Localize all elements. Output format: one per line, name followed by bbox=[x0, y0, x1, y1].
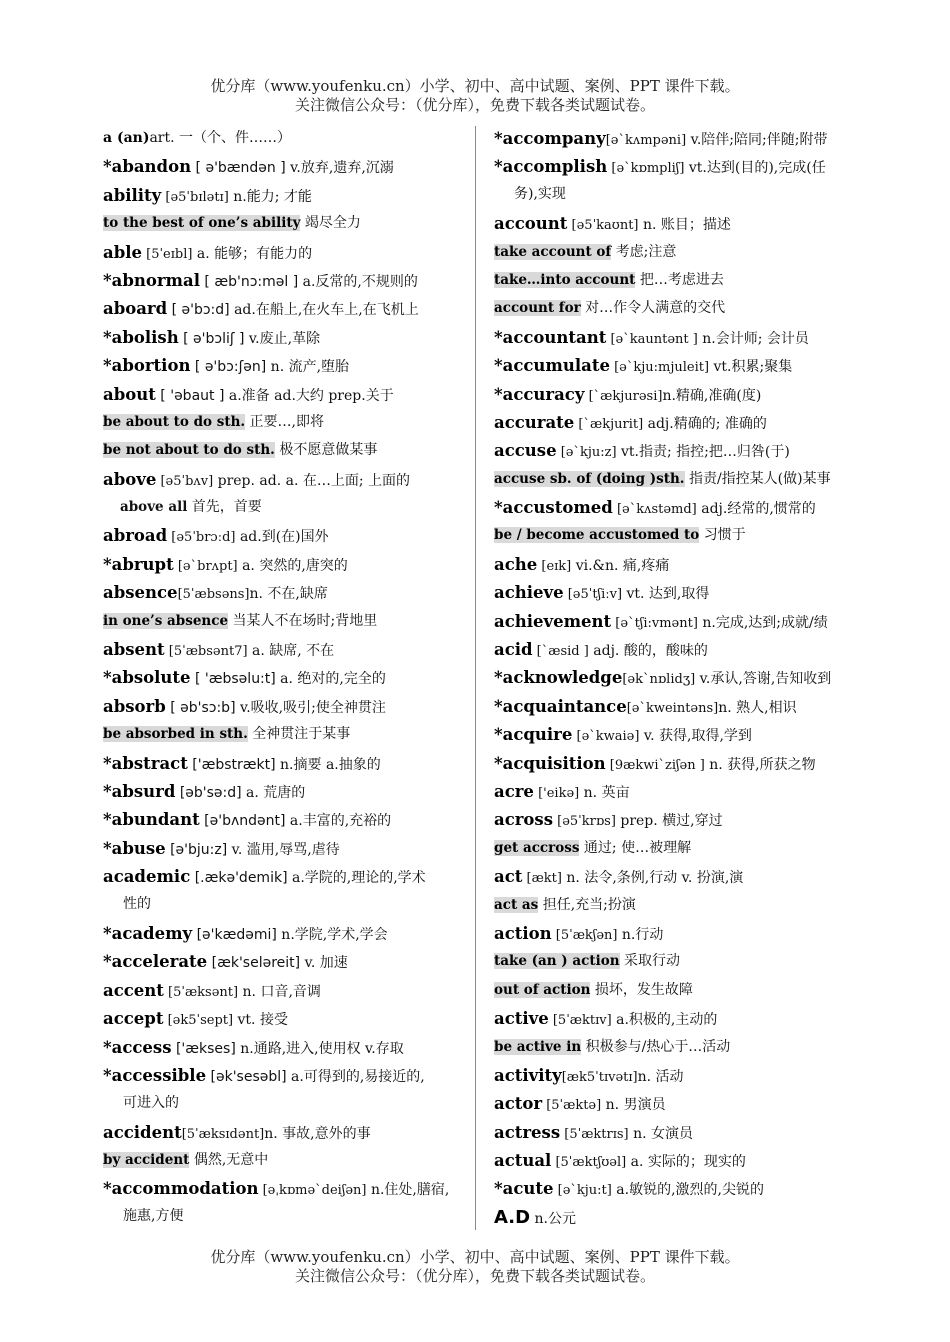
dictionary-entry bbox=[494, 241, 844, 269]
dictionary-entry bbox=[103, 1121, 463, 1149]
definition: 首先，首要 bbox=[187, 499, 262, 516]
header-line-2: 关注微信公众号：（优分库），免费下载各类试题试卷。 bbox=[294, 96, 655, 114]
dictionary-entry bbox=[103, 610, 463, 638]
definition: 偶然,无意中 bbox=[189, 1152, 269, 1169]
definition: n.精确,准确(度) bbox=[662, 387, 762, 404]
headword: *access bbox=[103, 1037, 172, 1057]
definition: ad.在船上,在火车上,在飞机上 bbox=[229, 302, 419, 319]
phonetic: [ ə'bɔ:d] bbox=[167, 302, 230, 319]
definition-continued: 性的 bbox=[123, 896, 151, 913]
phonetic: [5ˈæksɪdənt] bbox=[181, 1126, 265, 1142]
headword: acid bbox=[494, 640, 533, 660]
definition: n.住处,膳宿, bbox=[366, 1182, 450, 1199]
dictionary-entry bbox=[103, 155, 463, 183]
definition: 当某人不在场时;背地里 bbox=[228, 612, 378, 629]
dictionary-entry bbox=[494, 837, 844, 865]
definition: a.学院的,理论的,学术 bbox=[287, 870, 426, 887]
headword: *accessible bbox=[103, 1065, 207, 1085]
definition: n.会计师; 会计员 bbox=[697, 330, 809, 347]
phonetic: [əˌkɒmə`deiʃən] bbox=[258, 1183, 367, 1199]
phonetic: [5ˈæksənt] bbox=[163, 984, 239, 1000]
dictionary-entry bbox=[494, 1036, 844, 1064]
headword: absence bbox=[103, 583, 178, 603]
definition-continued: 施惠,方便 bbox=[123, 1208, 184, 1225]
definition: n.完成,达到;成就/绩 bbox=[697, 614, 828, 631]
definition: n. 男演员 bbox=[601, 1097, 666, 1114]
phonetic: [ə5ˈbrɔːd] bbox=[167, 530, 236, 546]
phonetic: [ə`kweintəns] bbox=[626, 700, 719, 716]
definition: a. 缺席, 不在 bbox=[247, 643, 335, 660]
phrase-highlight: take account of bbox=[494, 243, 612, 260]
phonetic: [5ˈækʃən] bbox=[551, 927, 618, 943]
header-line-1: 优分库（www.youfenku.cn）小学、初中、高中试题、案例、PPT 课件下载。 bbox=[210, 77, 740, 95]
definition: 积极参与/热心于…活动 bbox=[581, 1038, 731, 1055]
headword: *abrupt bbox=[103, 554, 174, 574]
headword: absorb bbox=[103, 696, 166, 716]
definition: v.废止,革除 bbox=[244, 330, 321, 347]
headword: accurate bbox=[494, 412, 575, 432]
definition: prep. 横过,穿过 bbox=[615, 813, 723, 830]
dictionary-entry bbox=[103, 865, 463, 922]
headword: achievement bbox=[494, 611, 612, 631]
phonetic: [ə`kauntənt ] bbox=[606, 331, 698, 347]
definition: 指责/指控某人(做)某事 bbox=[684, 470, 831, 487]
phonetic: [`ækjurəsi] bbox=[584, 388, 663, 404]
phonetic: [ə5ˈkrɒs] bbox=[553, 814, 616, 830]
phonetic: [ə'kædəmi] bbox=[192, 926, 277, 943]
definition: n. 女演员 bbox=[628, 1125, 694, 1142]
dictionary-entry bbox=[103, 383, 463, 411]
phrase-highlight: act as bbox=[494, 896, 539, 913]
phonetic: [ək`nɒlidʒ] bbox=[622, 672, 696, 688]
dictionary-entry bbox=[103, 411, 463, 439]
headword: abroad bbox=[103, 526, 168, 546]
headword: *accountant bbox=[494, 327, 607, 347]
headword: *abundant bbox=[103, 810, 200, 830]
headword: acre bbox=[494, 782, 534, 801]
phrase-highlight: in one’s absence bbox=[103, 612, 229, 629]
dictionary-entry bbox=[103, 439, 463, 467]
phonetic: [5ˈæbsəns] bbox=[177, 587, 250, 603]
definition: n. 口音,音调 bbox=[238, 983, 321, 1000]
phonetic: [əb'sə:d] bbox=[175, 784, 242, 801]
headword: *acquaintance bbox=[494, 696, 627, 716]
dictionary-entry bbox=[494, 1007, 844, 1035]
definition: vt. 接受 bbox=[233, 1012, 288, 1029]
dictionary-entry bbox=[494, 581, 844, 609]
headword: *abnormal bbox=[103, 270, 200, 290]
phrase-highlight: accuse sb. of (doing )sth. bbox=[494, 470, 685, 487]
phrase-highlight: out of action bbox=[494, 981, 591, 998]
headword: *academy bbox=[103, 923, 193, 943]
footer-line-1: 优分库（www.youfenku.cn）小学、初中、高中试题、案例、PPT 课件下载。 bbox=[210, 1248, 740, 1266]
phonetic: [ə`kwaiə] bbox=[572, 729, 640, 745]
definition: ad.到(在)国外 bbox=[235, 529, 329, 546]
dictionary-entry bbox=[494, 979, 844, 1007]
headword: *accelerate bbox=[103, 952, 208, 972]
phrase-highlight: be / become accustomed to bbox=[494, 527, 700, 544]
definition: a.准备 ad.大约 prep.关于 bbox=[224, 387, 394, 404]
headword: *acute bbox=[494, 1179, 554, 1199]
dictionary-entry bbox=[494, 865, 844, 893]
dictionary-entry bbox=[494, 411, 844, 439]
headword: able bbox=[103, 242, 142, 262]
dictionary-entry bbox=[103, 723, 463, 751]
phonetic: [5ˈæktə] bbox=[542, 1098, 602, 1114]
headword: ability bbox=[103, 185, 162, 205]
definition: n. 事故,意外的事 bbox=[264, 1125, 371, 1142]
phrase-highlight: get accross bbox=[494, 839, 580, 856]
definition: a.积极的,主动的 bbox=[611, 1012, 718, 1029]
right-column bbox=[494, 127, 844, 1234]
dictionary-entry bbox=[103, 212, 463, 240]
definition: 考虑;注意 bbox=[611, 243, 677, 260]
phonetic: [ə`kʌmpəni] bbox=[605, 133, 687, 148]
dictionary-entry bbox=[103, 1177, 463, 1234]
definition: vi.&n. 痛,疼痛 bbox=[571, 557, 670, 574]
dictionary-entry bbox=[103, 468, 463, 496]
phonetic: [ə`kju:mjuleit] bbox=[609, 360, 710, 376]
definition: vt. 达到,取得 bbox=[622, 586, 710, 603]
phonetic: [5ˈæktrɪs] bbox=[560, 1126, 629, 1142]
phonetic: [5ˈæktʃʊəl] bbox=[551, 1155, 627, 1171]
dictionary-entry bbox=[494, 723, 844, 751]
dictionary-entry bbox=[494, 1177, 844, 1205]
dictionary-entry bbox=[103, 297, 463, 325]
headword: ache bbox=[494, 554, 538, 574]
definition-continued: 可进入的 bbox=[123, 1094, 179, 1111]
definition: n. 不在,缺席 bbox=[249, 586, 328, 603]
column-divider bbox=[475, 126, 476, 1230]
dictionary-entry bbox=[494, 383, 844, 411]
phonetic: [ə5ˈbɪlətɪ] bbox=[161, 189, 229, 205]
headword: *abandon bbox=[103, 157, 192, 177]
phrase-highlight: take…into account bbox=[494, 271, 636, 288]
headword: absent bbox=[103, 640, 165, 660]
headword: actual bbox=[494, 1151, 552, 1171]
dictionary-entry bbox=[103, 354, 463, 382]
phonetic: [ə5ˈkaʊnt] bbox=[567, 218, 639, 234]
headword: accent bbox=[103, 980, 164, 1000]
headword: aboard bbox=[103, 299, 168, 319]
definition: 竭尽全力 bbox=[300, 215, 361, 232]
phonetic: [ə5ˈbʌv] bbox=[156, 473, 214, 489]
headword: *abuse bbox=[103, 838, 166, 858]
phonetic: [ əb'sɔ:b] bbox=[165, 699, 236, 716]
definition: 对…作令人满意的交代 bbox=[580, 300, 726, 317]
phrase-highlight: account for bbox=[494, 300, 581, 317]
headword: *abortion bbox=[103, 356, 191, 376]
definition: 把…考虑进去 bbox=[635, 271, 724, 288]
phonetic: [ə`kju:t] bbox=[553, 1183, 612, 1199]
phonetic: [ə`brʌpt] bbox=[173, 558, 238, 574]
definition: vt.达到(目的),完成(任 bbox=[684, 160, 826, 177]
headword: actress bbox=[494, 1122, 561, 1142]
definition: n. 账目；描述 bbox=[638, 217, 731, 234]
dictionary-entry bbox=[494, 666, 844, 694]
definition: adj.精确的; 准确的 bbox=[643, 415, 767, 432]
headword: *accommodation bbox=[103, 1179, 259, 1199]
headword: A.D bbox=[494, 1206, 531, 1228]
phonetic: [9ækwi`ziʃən ] bbox=[605, 757, 705, 773]
phonetic: [ə5ˈtʃiːv] bbox=[563, 587, 623, 603]
definition: n. 法令,条例,行动 v. 扮演,演 bbox=[561, 870, 744, 887]
phonetic: [ək'sesəbl] bbox=[206, 1068, 287, 1085]
definition: a.反常的,不规则的 bbox=[298, 273, 418, 290]
dictionary-entry bbox=[494, 638, 844, 666]
dictionary-entry bbox=[103, 184, 463, 212]
headword: *accomplish bbox=[494, 157, 608, 177]
dictionary-entry bbox=[494, 127, 844, 155]
phonetic: [ə`tʃi:vmənt] bbox=[611, 615, 698, 631]
phonetic: [5ˈæbsənt7] bbox=[164, 644, 248, 660]
dictionary-entry bbox=[494, 1206, 844, 1234]
dictionary-entry bbox=[103, 638, 463, 666]
definition: vt.指责; 指控;把…归咎(于) bbox=[616, 444, 790, 461]
definition: n.学院,学术,学会 bbox=[276, 926, 388, 943]
dictionary-entry bbox=[103, 950, 463, 978]
phonetic: [ æb'nɔ:məl ] bbox=[199, 273, 299, 290]
phonetic: [ækt] bbox=[522, 871, 562, 887]
definition: 担任,充当;扮演 bbox=[538, 896, 636, 913]
phonetic: [æk5ˈtɪvətɪ] bbox=[561, 1069, 638, 1085]
definition: n. 活动 bbox=[637, 1068, 684, 1085]
dictionary-entry bbox=[494, 1064, 844, 1092]
definition: v. 获得,取得,学到 bbox=[639, 728, 752, 745]
definition: v.陪伴;陪同;伴随;附带 bbox=[686, 132, 828, 148]
phonetic: ['eikə] bbox=[533, 786, 580, 801]
definition: 正要…,即将 bbox=[245, 413, 325, 430]
phonetic: [ə`kɒmpliʃ] bbox=[607, 161, 685, 177]
dictionary-entry bbox=[103, 780, 463, 808]
definition: n.公元 bbox=[530, 1210, 576, 1227]
headword: accept bbox=[103, 1009, 164, 1029]
dictionary-entry bbox=[494, 1149, 844, 1177]
phonetic: ['ækses] bbox=[171, 1040, 236, 1057]
definition: n. 英亩 bbox=[579, 785, 630, 801]
definition: v. 加速 bbox=[300, 955, 348, 972]
definition: a. 绝对的,完全的 bbox=[275, 671, 386, 688]
dictionary-entry bbox=[103, 1064, 463, 1121]
headword: accident bbox=[103, 1122, 182, 1142]
headword: actor bbox=[494, 1094, 543, 1114]
definition: 通过; 使…被理解 bbox=[579, 839, 692, 856]
phonetic: [ 'æbsəlu:t] bbox=[190, 671, 276, 688]
headword: act bbox=[494, 867, 523, 887]
phrase: above all bbox=[120, 499, 188, 516]
footer-line-2: 关注微信公众号：（优分库），免费下载各类试题试卷。 bbox=[294, 1267, 655, 1285]
footer-banner bbox=[0, 1248, 950, 1286]
phrase-highlight: by accident bbox=[103, 1152, 190, 1169]
dictionary-entry bbox=[103, 837, 463, 865]
phrase-highlight: be active in bbox=[494, 1038, 582, 1055]
phonetic: [ə'bʌndənt] bbox=[199, 813, 286, 830]
definition: v.承认,答谢,告知收到 bbox=[695, 671, 832, 688]
definition: adj.经常的,惯常的 bbox=[696, 501, 816, 518]
headword: action bbox=[494, 923, 552, 943]
headword: *acknowledge bbox=[494, 668, 623, 688]
definition: a. 能够；有能力的 bbox=[192, 245, 313, 262]
headword: *accumulate bbox=[494, 356, 610, 376]
dictionary-entry bbox=[494, 1121, 844, 1149]
dictionary-entry bbox=[494, 297, 844, 325]
dictionary-entry bbox=[103, 979, 463, 1007]
phrase-highlight: be not about to do sth. bbox=[103, 442, 275, 459]
definition: a.可得到的,易接近的, bbox=[286, 1068, 425, 1085]
dictionary-entry bbox=[494, 894, 844, 922]
phrase-highlight: be absorbed in sth. bbox=[103, 726, 248, 743]
headword: *acquire bbox=[494, 725, 573, 745]
dictionary-entry bbox=[103, 808, 463, 836]
dictionary-entry bbox=[103, 666, 463, 694]
definition: a.敏锐的,激烈的,尖锐的 bbox=[611, 1182, 764, 1199]
headword: *accustomed bbox=[494, 498, 613, 518]
phonetic: [eɪk] bbox=[537, 558, 572, 574]
definition: 采取行动 bbox=[619, 953, 680, 970]
headword: across bbox=[494, 810, 554, 830]
phonetic: [ 'əbaut ] bbox=[155, 387, 225, 404]
headword: accuse bbox=[494, 441, 557, 461]
definition: a. 荒唐的 bbox=[241, 784, 306, 801]
dictionary-entry bbox=[103, 553, 463, 581]
definition: v.吸收,吸引;使全神贯注 bbox=[235, 699, 386, 716]
headword: active bbox=[494, 1009, 549, 1029]
definition: v.放弃,遗弃,沉溺 bbox=[285, 160, 394, 177]
definition: n. 流产,堕胎 bbox=[266, 359, 350, 376]
dictionary-entry bbox=[494, 468, 844, 496]
definition: n.摘要 a.抽象的 bbox=[275, 756, 381, 773]
dictionary-entry bbox=[494, 326, 844, 354]
dictionary-entry bbox=[103, 269, 463, 297]
phonetic: [ ə'bɔliʃ ] bbox=[178, 330, 245, 347]
header-banner bbox=[0, 77, 950, 115]
dictionary-entry bbox=[494, 553, 844, 581]
dictionary-entry bbox=[103, 524, 463, 552]
dictionary-entry bbox=[103, 1149, 463, 1177]
definition: vt.积累;聚集 bbox=[709, 359, 793, 376]
headword: activity bbox=[494, 1065, 562, 1085]
phrase-highlight: take (an ) action bbox=[494, 953, 620, 970]
dictionary-entry bbox=[494, 269, 844, 297]
dictionary-entry bbox=[494, 780, 844, 808]
definition: 全神贯注于某事 bbox=[247, 726, 351, 743]
headword: *accuracy bbox=[494, 384, 585, 404]
dictionary-entry bbox=[494, 1092, 844, 1120]
dictionary-entry bbox=[494, 524, 844, 552]
headword: *abolish bbox=[103, 327, 179, 347]
dictionary-entry bbox=[494, 808, 844, 836]
dictionary-entry bbox=[103, 496, 463, 524]
dictionary-entry bbox=[494, 155, 844, 212]
dictionary-entry bbox=[494, 752, 844, 780]
definition: 损坏，发生故障 bbox=[590, 981, 693, 998]
phonetic: [ə`kju:z] bbox=[556, 445, 617, 461]
dictionary-entry bbox=[494, 212, 844, 240]
definition: prep. ad. a. 在…上面; 上面的 bbox=[213, 472, 411, 489]
phonetic: [ə'bju:z] bbox=[165, 841, 228, 858]
phonetic: [ ə'bɔ:ʃən] bbox=[190, 359, 267, 376]
dictionary-entry bbox=[103, 1036, 463, 1064]
definition: a. 突然的,唐突的 bbox=[237, 557, 348, 574]
dictionary-entry bbox=[103, 241, 463, 269]
phonetic: [5ˈeɪbl] bbox=[142, 246, 193, 262]
headword: a (an) bbox=[103, 130, 150, 146]
phonetic: [`æsid ] bbox=[532, 644, 589, 660]
definition: adj. 酸的，酸味的 bbox=[588, 643, 708, 660]
phrase-highlight: to the best of one’s ability bbox=[103, 215, 301, 232]
dictionary-entry bbox=[103, 326, 463, 354]
definition: n.能力; 才能 bbox=[228, 188, 312, 205]
definition: a.丰富的,充裕的 bbox=[285, 813, 392, 830]
dictionary-entry bbox=[494, 354, 844, 382]
headword: above bbox=[103, 469, 157, 489]
phonetic: [`ækjurit] bbox=[574, 416, 644, 432]
definition: 习惯于 bbox=[699, 527, 746, 544]
definition: n.通路,进入,使用权 v.存取 bbox=[235, 1040, 404, 1057]
headword: academic bbox=[103, 867, 191, 887]
dictionary-entry bbox=[494, 950, 844, 978]
dictionary-entry bbox=[103, 127, 463, 155]
phonetic: ['æbstrækt] bbox=[187, 756, 276, 773]
dictionary-entry bbox=[494, 610, 844, 638]
dictionary-entry bbox=[103, 581, 463, 609]
definition: n. 熟人,相识 bbox=[718, 699, 797, 716]
definition: n.行动 bbox=[617, 926, 664, 943]
headword: about bbox=[103, 384, 156, 404]
headword: *accompany bbox=[494, 129, 606, 148]
definition: a. 实际的；现实的 bbox=[626, 1154, 746, 1171]
phonetic: [ək5ˈsept] bbox=[163, 1013, 234, 1029]
headword: *acquisition bbox=[494, 753, 606, 773]
headword: account bbox=[494, 214, 568, 234]
headword: *abstract bbox=[103, 753, 188, 773]
dictionary-entry bbox=[103, 695, 463, 723]
phonetic: [ ə'bændən ] bbox=[191, 160, 286, 177]
dictionary-entry bbox=[103, 1007, 463, 1035]
dictionary-entry bbox=[494, 695, 844, 723]
definition-continued: 务),实现 bbox=[514, 186, 566, 203]
dictionary-entry bbox=[494, 439, 844, 467]
phonetic: [.ækə'demik] bbox=[190, 870, 288, 887]
headword: *absolute bbox=[103, 668, 191, 688]
left-column bbox=[103, 127, 463, 1234]
phonetic: [æk'seləreit] bbox=[207, 955, 301, 972]
headword: *absurd bbox=[103, 781, 176, 801]
headword: achieve bbox=[494, 583, 564, 603]
dictionary-entry bbox=[494, 922, 844, 950]
phonetic: [5ˈæktɪv] bbox=[548, 1013, 612, 1029]
phonetic: [ə`kʌstəmd] bbox=[612, 502, 697, 518]
dictionary-entry bbox=[494, 496, 844, 524]
dictionary-entry bbox=[103, 752, 463, 780]
definition: art. 一（个、件……） bbox=[149, 130, 292, 146]
definition: n. 获得,所获之物 bbox=[704, 756, 816, 773]
dictionary-entry bbox=[103, 922, 463, 950]
definition: 极不愿意做某事 bbox=[274, 442, 378, 459]
definition: v. 滥用,辱骂,虐待 bbox=[227, 841, 340, 858]
phrase-highlight: be about to do sth. bbox=[103, 413, 246, 430]
